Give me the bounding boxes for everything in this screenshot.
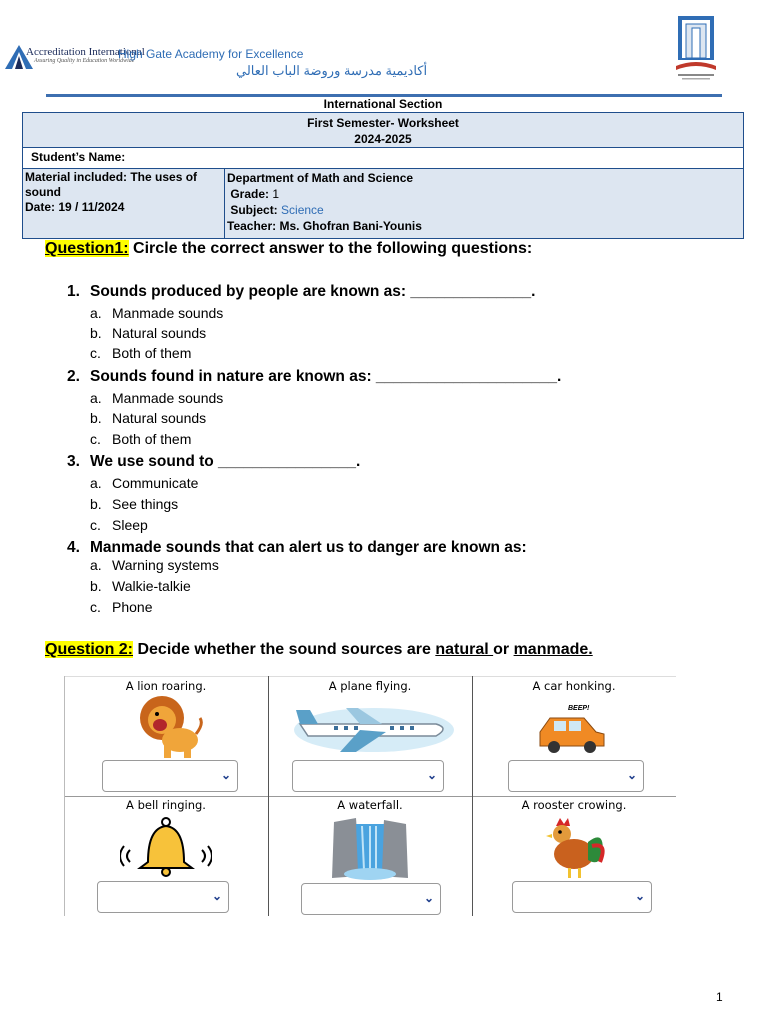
option[interactable]: a. Manmade sounds bbox=[90, 305, 224, 321]
question-1-item-2: 2. Sounds found in nature are known as: _____________________. bbox=[67, 368, 562, 385]
answer-select[interactable] bbox=[512, 881, 652, 913]
car-icon bbox=[536, 710, 608, 754]
grade-label: Grade: bbox=[230, 187, 270, 201]
option[interactable]: c. Both of them bbox=[90, 345, 192, 361]
answer-select[interactable] bbox=[508, 760, 644, 792]
option[interactable]: b. Natural sounds bbox=[90, 410, 207, 426]
word-manmade: manmade. bbox=[513, 641, 593, 658]
option[interactable]: c. Sleep bbox=[90, 517, 148, 533]
option[interactable]: a. Manmade sounds bbox=[90, 390, 224, 406]
caption: A rooster crowing. bbox=[521, 798, 627, 812]
grade-value: 1 bbox=[272, 187, 280, 201]
answer-select[interactable] bbox=[292, 760, 444, 792]
question-1-heading bbox=[45, 240, 532, 258]
chevron-down-icon: ⌄ bbox=[220, 768, 231, 782]
chevron-down-icon: ⌄ bbox=[423, 891, 434, 905]
answer-select[interactable] bbox=[301, 883, 441, 915]
sound-card-plane bbox=[268, 676, 472, 796]
sound-card-bell bbox=[64, 796, 268, 916]
material-included: Material included: The uses of sound bbox=[25, 170, 198, 199]
option[interactable]: c. Both of them bbox=[90, 431, 192, 447]
lion-icon bbox=[134, 694, 204, 760]
semester-box bbox=[22, 112, 744, 148]
department-name: Department of Math and Science bbox=[227, 171, 414, 185]
waterfall-icon bbox=[330, 816, 410, 882]
worksheet-date: Date: 19 / 11/2024 bbox=[25, 200, 125, 214]
question-2-heading: Question 2: Decide whether the sound sources are natural or manmade. bbox=[45, 641, 593, 658]
word-natural: natural bbox=[435, 641, 494, 658]
chevron-down-icon: ⌄ bbox=[426, 768, 437, 782]
caption: A lion roaring. bbox=[125, 679, 207, 693]
question-1-item-3: 3. We use sound to ________________. bbox=[67, 453, 361, 470]
chevron-down-icon: ⌄ bbox=[211, 889, 222, 903]
bell-icon bbox=[120, 816, 212, 880]
subject-label: Subject: bbox=[230, 203, 278, 217]
material-box bbox=[22, 168, 225, 239]
department-box bbox=[224, 168, 744, 239]
answer-select[interactable] bbox=[102, 760, 238, 792]
caption: A plane flying. bbox=[328, 679, 412, 693]
sound-card-rooster bbox=[472, 796, 676, 916]
question-1-label: Question1: bbox=[45, 240, 129, 257]
accreditation-tagline: Assuring Quality in Education Worldwide bbox=[34, 58, 135, 64]
sound-card-car bbox=[472, 676, 676, 796]
chevron-down-icon: ⌄ bbox=[634, 889, 645, 903]
chevron-down-icon: ⌄ bbox=[626, 768, 637, 782]
rooster-icon bbox=[542, 816, 608, 882]
option[interactable]: b. Natural sounds bbox=[90, 325, 207, 341]
option[interactable]: a. Communicate bbox=[90, 475, 199, 491]
school-crest-icon bbox=[672, 14, 720, 82]
answer-select[interactable] bbox=[97, 881, 229, 913]
option[interactable]: a. Warning systems bbox=[90, 557, 219, 573]
option[interactable]: b. Walkie-talkie bbox=[90, 578, 191, 594]
academic-year: 2024-2025 bbox=[354, 132, 412, 146]
teacher-label: Teacher: bbox=[227, 219, 277, 233]
section-title: International Section bbox=[323, 97, 443, 111]
sound-card-lion bbox=[64, 676, 268, 796]
question-1-instruction: Circle the correct answer to the following questions: bbox=[128, 240, 533, 257]
question-1-item-1: 1. Sounds produced by people are known as: ______________. bbox=[67, 283, 536, 300]
semester-title: First Semester- Worksheet bbox=[307, 116, 459, 130]
caption: A bell ringing. bbox=[126, 798, 206, 812]
option[interactable]: b. See things bbox=[90, 496, 179, 512]
beep-text: BEEP! bbox=[568, 705, 590, 712]
subject-value: Science bbox=[281, 203, 324, 217]
student-name-row[interactable] bbox=[22, 147, 744, 169]
student-name-label: Student’s Name: bbox=[31, 150, 126, 164]
school-name-english: High Gate Academy for Excellence bbox=[118, 47, 304, 61]
question-1-item-4: 4. Manmade sounds that can alert us to danger are known as: bbox=[67, 539, 527, 556]
caption: A car honking. bbox=[532, 679, 616, 693]
sound-card-waterfall bbox=[268, 796, 472, 916]
caption: A waterfall. bbox=[337, 798, 403, 812]
question-2-label: Question 2: bbox=[45, 641, 134, 658]
accreditation-name: Accreditation International bbox=[26, 46, 145, 58]
option[interactable]: c. Phone bbox=[90, 599, 153, 615]
page-number: 1 bbox=[716, 990, 723, 1004]
sound-sources-grid bbox=[64, 676, 676, 916]
plane-icon bbox=[290, 696, 454, 756]
teacher-name: Ms. Ghofran Bani-Younis bbox=[279, 219, 422, 233]
school-name-arabic: أكاديمية مدرسة وروضة الباب العالي bbox=[236, 63, 428, 78]
